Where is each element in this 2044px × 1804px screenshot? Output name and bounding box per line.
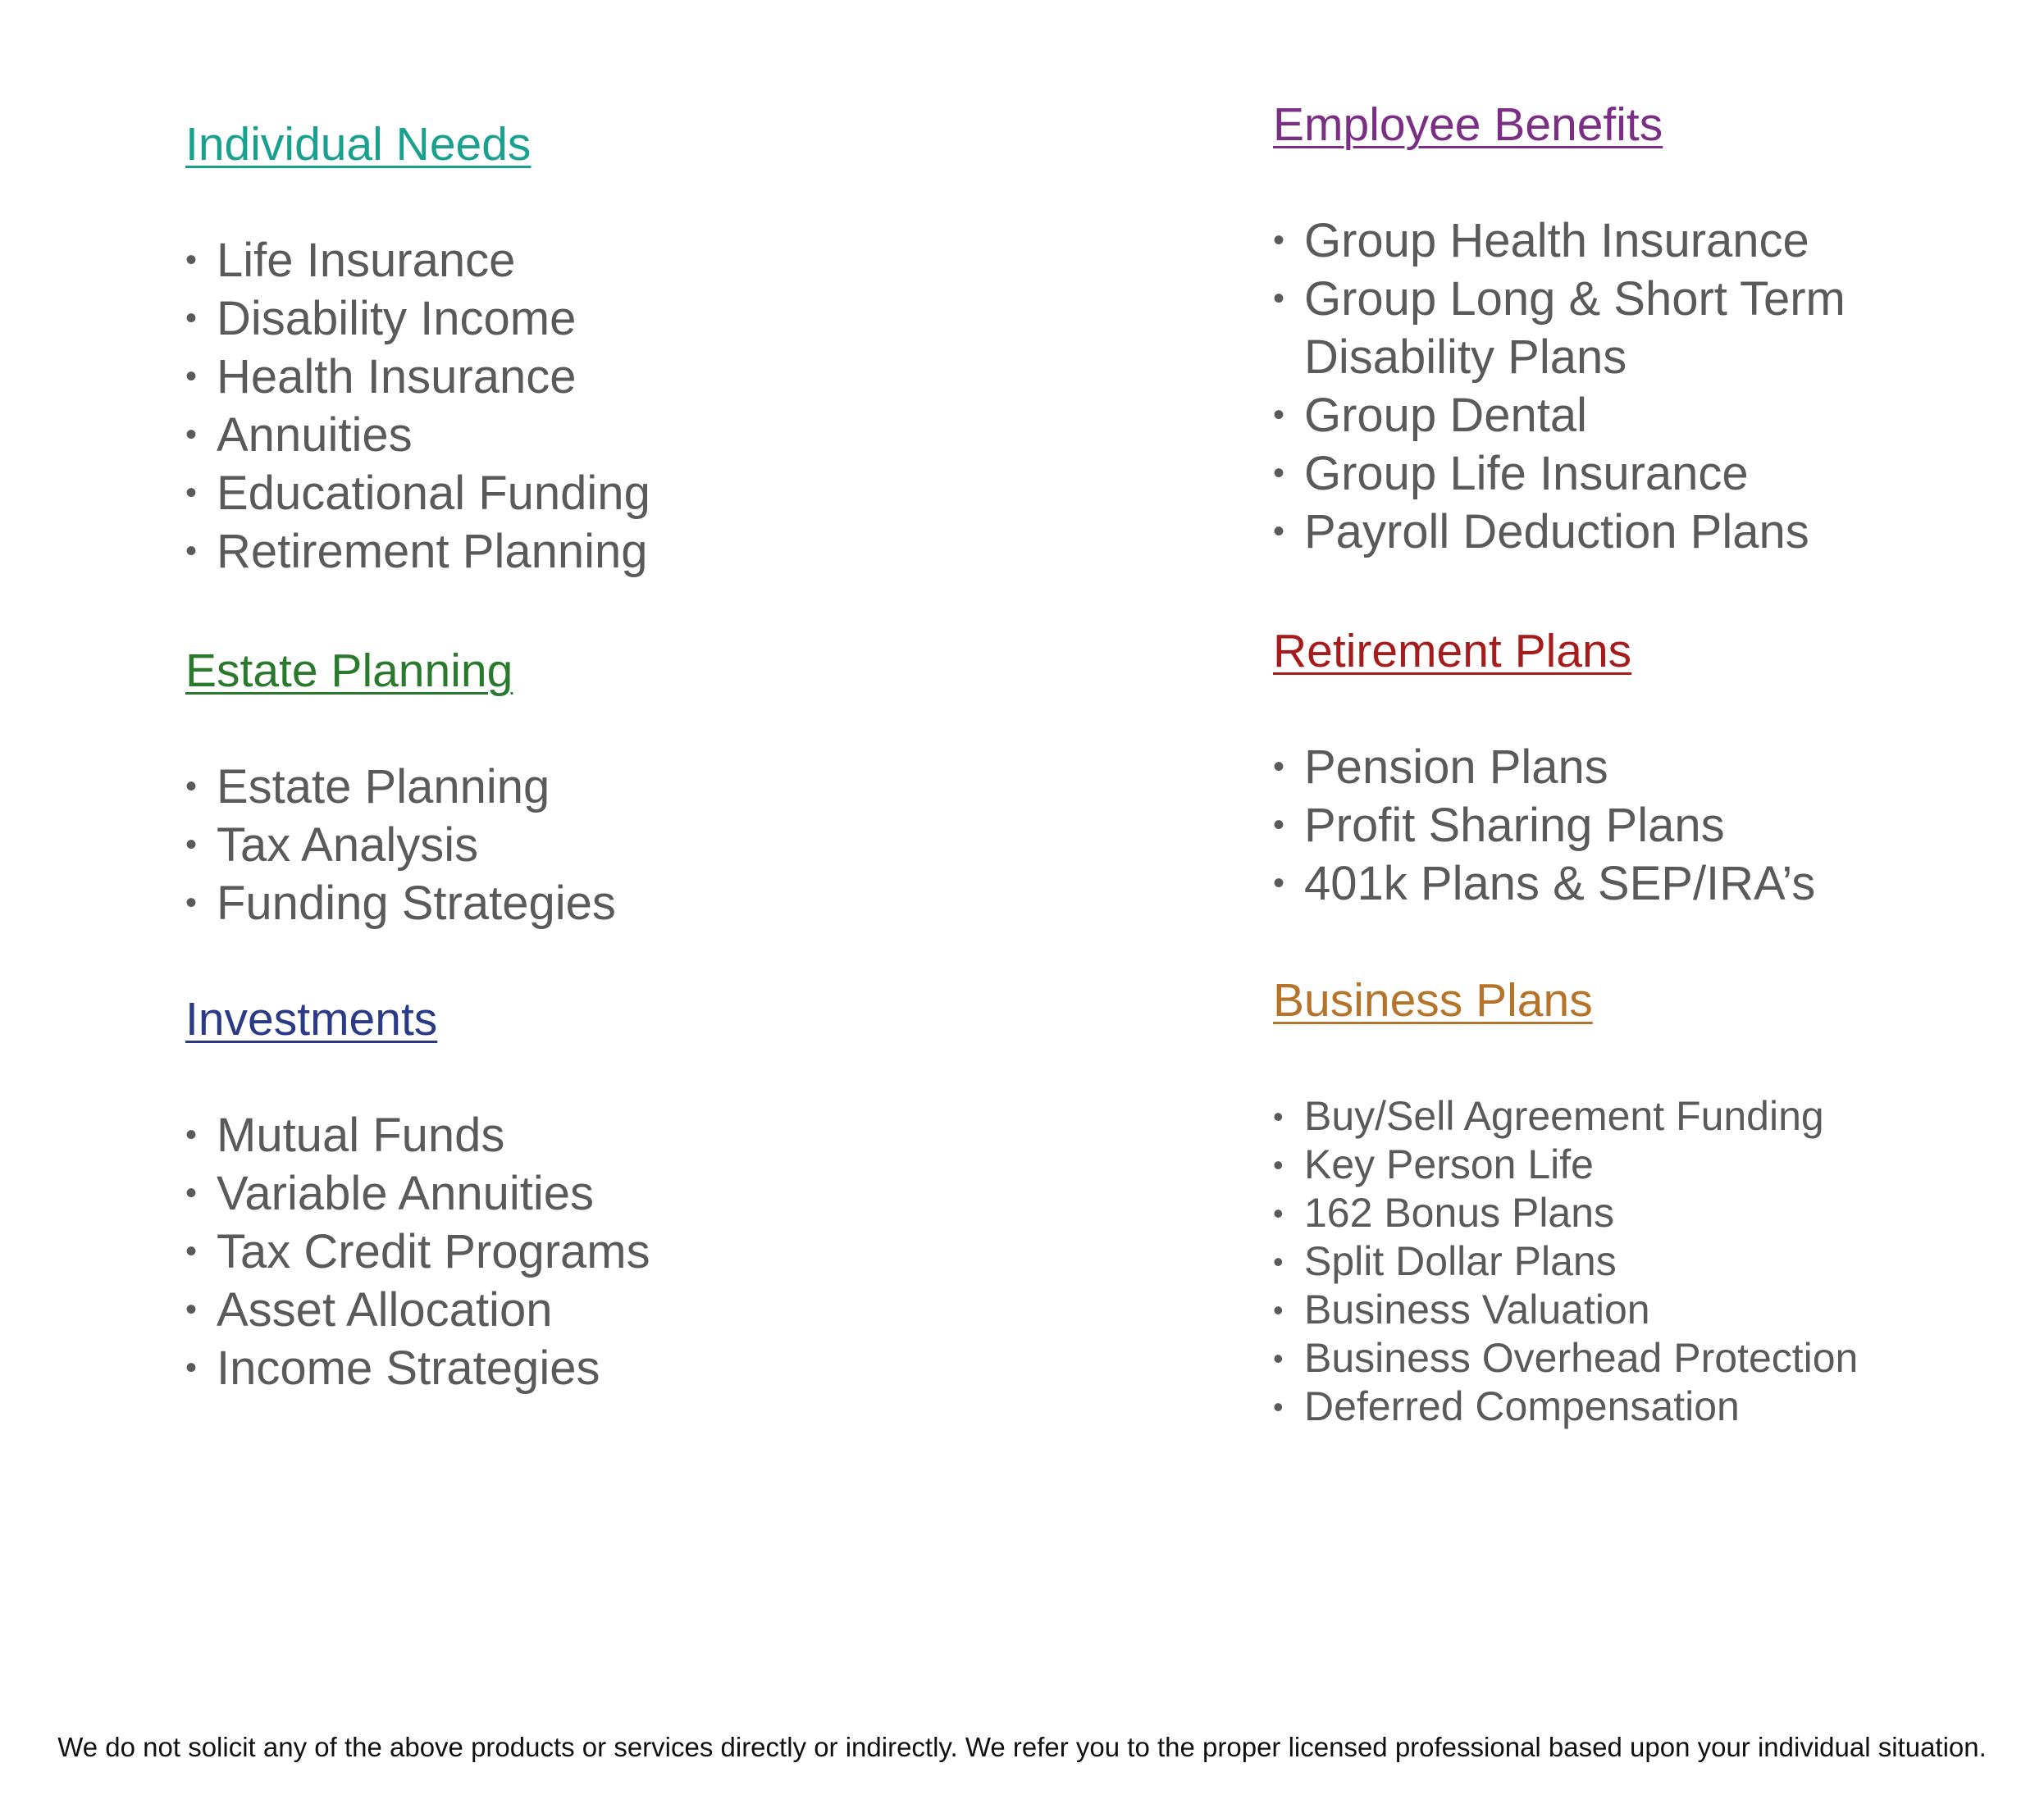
list-item: • 401k Plans & SEP/IRA’s bbox=[1273, 854, 1815, 913]
heading-retirement-plans: Retirement Plans bbox=[1273, 625, 1632, 677]
bullet-icon: • bbox=[185, 1117, 198, 1153]
bullet-icon: • bbox=[1273, 455, 1285, 491]
list-item: • Health Insurance bbox=[185, 348, 650, 406]
list-individual-needs bbox=[185, 231, 650, 581]
bullet-icon: • bbox=[1273, 1245, 1284, 1278]
list-employee-benefits bbox=[1273, 212, 1846, 561]
list-item: • Pension Plans bbox=[1273, 738, 1815, 796]
bullet-icon: • bbox=[1273, 749, 1285, 785]
bullet-icon: • bbox=[185, 417, 198, 453]
bullet-icon: • bbox=[1273, 280, 1285, 317]
list-item: • Profit Sharing Plans bbox=[1273, 796, 1815, 854]
list-item: • 162 Bonus Plans bbox=[1273, 1190, 1615, 1236]
list-item: • Business Valuation bbox=[1273, 1287, 1650, 1332]
list-item: • Estate Planning bbox=[185, 758, 616, 816]
list-item: • Tax Analysis bbox=[185, 816, 616, 874]
bullet-icon: • bbox=[185, 533, 198, 569]
list-retirement-plans bbox=[1273, 738, 1815, 913]
bullet-icon: • bbox=[1273, 513, 1285, 549]
list-item: • Tax Credit Programs bbox=[185, 1223, 650, 1281]
bullet-icon: • bbox=[1273, 1293, 1284, 1327]
bullet-icon: • bbox=[185, 300, 198, 336]
bullet-icon: • bbox=[185, 475, 198, 511]
list-item: • Variable Annuities bbox=[185, 1164, 650, 1223]
section-estate-planning bbox=[185, 643, 616, 932]
bullet-icon: • bbox=[1273, 1100, 1284, 1133]
list-item: • Payroll Deduction Plans bbox=[1273, 503, 1846, 561]
bullet-icon: • bbox=[1273, 1196, 1284, 1230]
list-item: • Retirement Planning bbox=[185, 522, 650, 581]
bullet-icon: • bbox=[1273, 1390, 1284, 1424]
list-item-continuation: Disability Plans bbox=[1304, 330, 1627, 384]
bullet-icon: • bbox=[185, 1292, 198, 1328]
heading-estate-planning: Estate Planning bbox=[185, 645, 513, 697]
section-investments bbox=[185, 991, 650, 1397]
list-item: • Disability Income bbox=[185, 289, 650, 348]
bullet-icon: • bbox=[1273, 807, 1285, 843]
list-item: • Funding Strategies bbox=[185, 874, 616, 932]
list-item: • Life Insurance bbox=[185, 231, 650, 289]
list-estate-planning bbox=[185, 758, 616, 932]
bullet-icon: • bbox=[185, 827, 198, 863]
list-item: • Group Health Insurance bbox=[1273, 212, 1846, 270]
list-item: • Deferred Compensation bbox=[1273, 1383, 1740, 1429]
bullet-icon: • bbox=[1273, 1342, 1284, 1375]
list-item: • Annuities bbox=[185, 406, 650, 464]
list-item: • Key Person Life bbox=[1273, 1141, 1594, 1187]
list-item: • Buy/Sell Agreement Funding bbox=[1273, 1093, 1824, 1139]
list-business-plans bbox=[1273, 1092, 1858, 1431]
bullet-icon: • bbox=[185, 242, 198, 278]
bullet-icon: • bbox=[185, 1175, 198, 1211]
bullet-icon: • bbox=[185, 885, 198, 921]
list-item: • Mutual Funds bbox=[185, 1106, 650, 1164]
section-retirement-plans bbox=[1273, 623, 1815, 913]
list-item: • Educational Funding bbox=[185, 464, 650, 522]
list-item: • Group Life Insurance bbox=[1273, 444, 1846, 503]
section-individual-needs bbox=[185, 116, 650, 581]
list-item: • Group Long & Short Term bbox=[1273, 270, 1846, 328]
bullet-icon: • bbox=[185, 768, 198, 804]
bullet-icon: • bbox=[1273, 222, 1285, 258]
heading-employee-benefits: Employee Benefits bbox=[1273, 98, 1663, 151]
list-item: • Split Dollar Plans bbox=[1273, 1238, 1617, 1284]
bullet-icon: • bbox=[185, 1233, 198, 1269]
section-business-plans bbox=[1273, 973, 1858, 1431]
disclaimer-text: We do not solicit any of the above products or services directly or indirectly. We refer you to the proper licensed professional based upon your individual situation. bbox=[57, 1732, 1987, 1762]
heading-individual-needs: Individual Needs bbox=[185, 118, 532, 171]
bullet-icon: • bbox=[1273, 1148, 1284, 1182]
list-investments bbox=[185, 1106, 650, 1397]
heading-business-plans: Business Plans bbox=[1273, 974, 1593, 1027]
list-item: • Income Strategies bbox=[185, 1339, 650, 1397]
bullet-icon: • bbox=[1273, 397, 1285, 433]
list-item: • Business Overhead Protection bbox=[1273, 1335, 1859, 1381]
list-item: • Group Dental bbox=[1273, 386, 1846, 444]
bullet-icon: • bbox=[185, 358, 198, 394]
section-employee-benefits bbox=[1273, 97, 1846, 561]
heading-investments: Investments bbox=[185, 993, 438, 1046]
bullet-icon: • bbox=[1273, 865, 1285, 901]
bullet-icon: • bbox=[185, 1350, 198, 1386]
list-item: • Asset Allocation bbox=[185, 1281, 650, 1339]
